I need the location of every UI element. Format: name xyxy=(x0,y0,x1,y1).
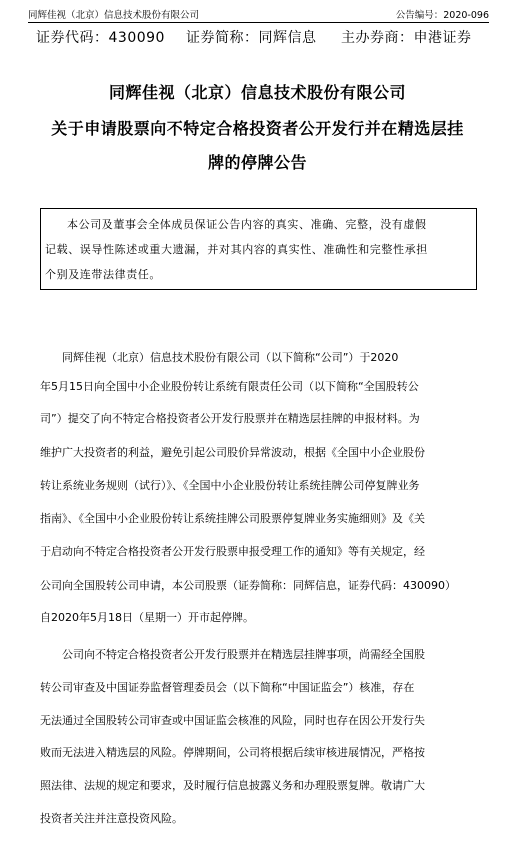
stock-code: 证券代码：430090 xyxy=(36,30,165,46)
header-company: 同辉佳视（北京）信息技术股份有限公司 xyxy=(28,10,200,21)
paragraph-line: 公司向全国股转公司申请，本公司股票（证券简称：同辉信息，证券代码：430090） xyxy=(40,579,456,592)
paragraph-line: 年5月15日向全国中小企业股份转让系统有限责任公司（以下简称“全国股转公 xyxy=(40,380,419,393)
paragraph-line: 维护广大投资者的利益，避免引起公司股价异常波动，根据《全国中小企业股份 xyxy=(40,446,425,459)
paragraph-line: 败而无法进入精选层的风险。停牌期间，公司将根据后续审核进展情况，严格按 xyxy=(40,746,425,759)
page-header xyxy=(28,4,489,23)
paragraph-line: 司”）提交了向不特定合格投资者公开发行股票并在精选层挂牌的申报材料。为 xyxy=(40,412,420,425)
disclaimer-line: 个别及连带法律责任。 xyxy=(45,268,161,281)
paragraph-line: 公司向不特定合格投资者公开发行股票并在精选层挂牌事项，尚需经全国股 xyxy=(62,648,425,661)
title-line-2: 牌的停牌公告 xyxy=(207,153,307,172)
paragraph-line: 照法律、法规的规定和要求，及时履行信息披露义务和办理股票复牌。敬请广大 xyxy=(40,779,425,792)
paragraph-line: 指南》、《全国中小企业股份转让系统挂牌公司股票停复牌业务实施细则》及《关 xyxy=(40,512,425,525)
lead-broker: 主办券商：申港证券 xyxy=(341,30,472,46)
paragraph-line: 自2020年5月18日（星期一）开市起停牌。 xyxy=(40,611,254,624)
title-company: 同辉佳视（北京）信息技术股份有限公司 xyxy=(108,83,406,102)
header-notice-number: 公告编号：2020-096 xyxy=(395,10,489,21)
paragraph-line: 无法通过全国股转公司审查或中国证监会核准的风险，同时也存在因公开发行失 xyxy=(40,714,425,727)
disclaimer-line: 记载、误导性陈述或重大遗漏，并对其内容的真实性、准确性和完整性承担 xyxy=(45,243,428,256)
disclaimer-box xyxy=(40,208,477,290)
disclaimer-line: 本公司及董事会全体成员保证公告内容的真实、准确、完整，没有虚假 xyxy=(67,218,427,231)
paragraph-line: 转让系统业务规则（试行）》、《全国中小企业股份转让系统挂牌公司停复牌业务 xyxy=(40,479,420,492)
paragraph-line: 转公司审查及中国证券监督管理委员会（以下简称“中国证监会”）核准，存在 xyxy=(40,681,415,694)
paragraph-line: 同辉佳视（北京）信息技术股份有限公司（以下简称“公司”）于2020 xyxy=(62,351,399,364)
stock-name: 证券简称：同辉信息 xyxy=(186,30,317,46)
title-line-1: 关于申请股票向不特定合格投资者公开发行并在精选层挂 xyxy=(51,119,464,138)
paragraph-line: 投资者关注并注意投资风险。 xyxy=(40,812,183,825)
paragraph-line: 于启动向不特定合格投资者公开发行股票申报受理工作的通知》等有关规定，经 xyxy=(40,545,425,558)
